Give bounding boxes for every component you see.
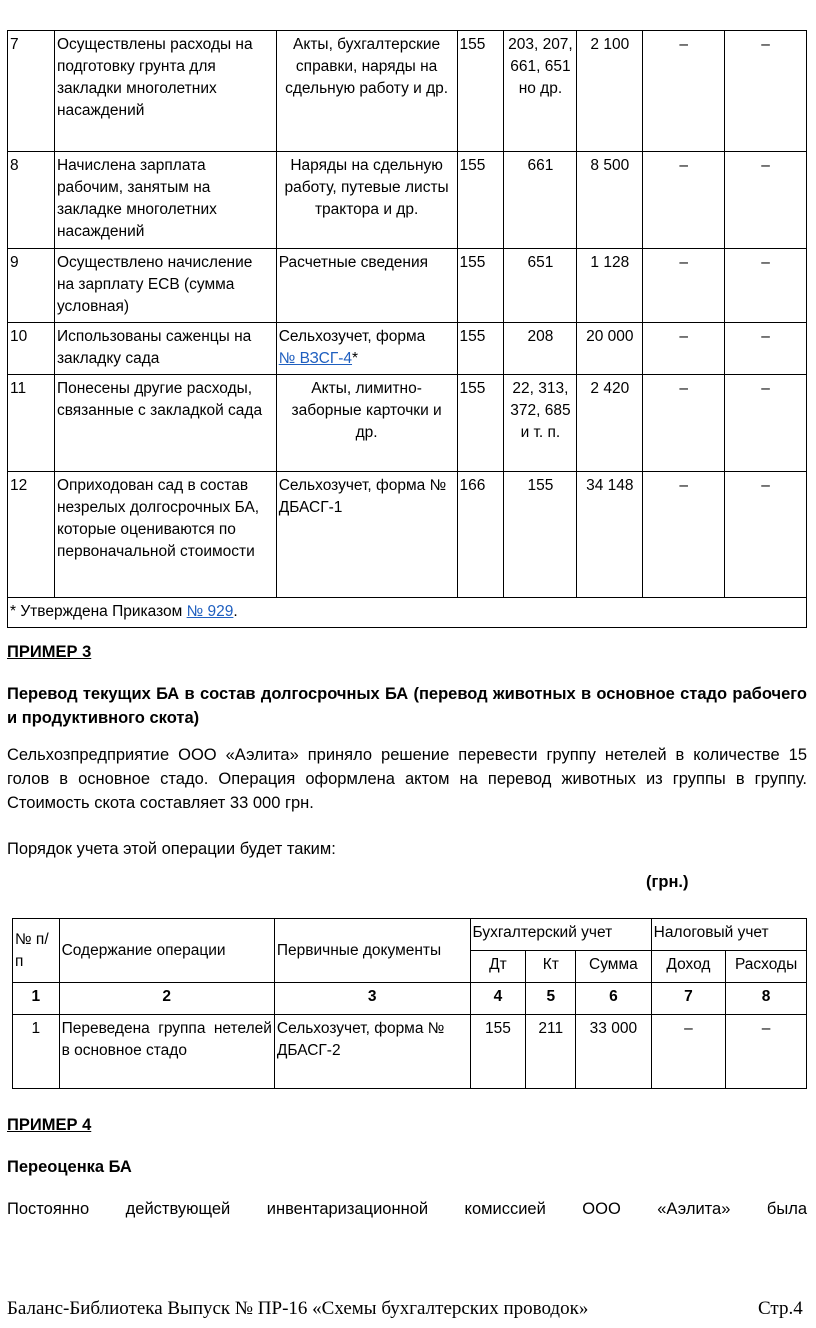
row-income: – (643, 375, 725, 472)
row-kt: 208 (504, 323, 577, 375)
row-sum: 8 500 (577, 152, 643, 249)
row-docs (276, 323, 457, 375)
row-sum: 34 148 (577, 472, 643, 598)
docs-prefix: Сельхозучет, форма (278, 328, 426, 345)
col-number: 1 (13, 983, 60, 1015)
col-number: 2 (59, 983, 274, 1015)
header-kt: Кт (526, 951, 576, 983)
row-content: Переведена группа нетелей в основное стадо (59, 1015, 274, 1089)
header-expense: Расходы (726, 951, 807, 983)
unit-label: (грн.) (646, 873, 689, 891)
row-expense: – (725, 323, 807, 375)
operations-table-1 (7, 30, 807, 628)
row-docs: Акты, бухгалтерские справки, наряды на сдельную работу и др. (276, 31, 457, 152)
row-num: 9 (8, 249, 55, 323)
row-content: Осуществлены расходы на подготовку грунта для закладки многолетних насаждений (54, 31, 276, 152)
example3-subheading: Перевод текущих БА в состав долгосрочных БА (перевод животных в основное стадо рабочего и продуктивного скота) (7, 685, 807, 727)
col-number: 3 (274, 983, 470, 1015)
table-row (8, 472, 807, 598)
header-content: Содержание операции (59, 919, 274, 983)
col-number: 4 (470, 983, 526, 1015)
row-kt: 22, 313, 372, 685 и т. п. (504, 375, 577, 472)
example4-paragraph: Постоянно действующей инвентаризационной комиссией ООО «Аэлита» была (7, 1200, 807, 1218)
row-content: Начислена зарплата рабочим, занятым на закладке многолетних насаждений (54, 152, 276, 249)
row-expense: – (725, 375, 807, 472)
header-dt: Дт (470, 951, 526, 983)
row-income: – (643, 323, 725, 375)
row-dt: 155 (457, 152, 504, 249)
row-content: Понесены другие расходы, связанные с закладкой сада (54, 375, 276, 472)
row-sum: 1 128 (577, 249, 643, 323)
row-expense: – (725, 249, 807, 323)
example4-subheading: Переоценка БА (7, 1158, 132, 1176)
row-docs: Сельхозучет, форма № ДБАСГ-2 (274, 1015, 470, 1089)
row-kt: 651 (504, 249, 577, 323)
footer-text: Баланс-Библиотека Выпуск № ПР-16 «Схемы бухгалтерских проводок» (7, 1298, 589, 1319)
row-expense: – (726, 1015, 807, 1089)
row-num: 1 (13, 1015, 60, 1089)
row-docs: Наряды на сдельную работу, путевые листы трактора и др. (276, 152, 457, 249)
row-sum: 20 000 (577, 323, 643, 375)
footnote-suffix: . (233, 603, 238, 620)
form-link[interactable]: № ВЗСГ-4 (278, 350, 353, 367)
row-dt: 166 (457, 472, 504, 598)
row-num: 7 (8, 31, 55, 152)
row-income: – (643, 472, 725, 598)
row-expense: – (725, 31, 807, 152)
row-income: – (651, 1015, 726, 1089)
header-accounting: Бухгалтерский учет (470, 919, 651, 951)
row-dt: 155 (457, 375, 504, 472)
table-row (8, 323, 807, 375)
header-income: Доход (651, 951, 726, 983)
row-kt: 155 (504, 472, 577, 598)
header-sum: Сумма (576, 951, 652, 983)
row-kt: 203, 207, 661, 651 но др. (504, 31, 577, 152)
footnote-text: * Утверждена Приказом (10, 603, 187, 620)
row-num: 11 (8, 375, 55, 472)
table-row (8, 152, 807, 249)
row-num: 10 (8, 323, 55, 375)
row-sum: 2 100 (577, 31, 643, 152)
col-number: 6 (576, 983, 652, 1015)
example3-paragraph: Сельхозпредприятие ООО «Аэлита» приняло решение перевести группу нетелей в количестве 15 голов в основное стадо. Операция оформлена актом на перевод животных из группы в группу. Стоимость скота составляет 33 000 грн. (7, 746, 807, 812)
docs-suffix: * (352, 350, 359, 367)
example3-heading: ПРИМЕР 3 (7, 643, 92, 661)
row-expense: – (725, 472, 807, 598)
header-docs: Первичные документы (274, 919, 470, 983)
header-num: № п/п (13, 919, 60, 983)
page-number: Стр.4 (758, 1298, 803, 1319)
table-row (8, 375, 807, 472)
table-row (8, 31, 807, 152)
row-income: – (643, 249, 725, 323)
order-text: Порядок учета этой операции будет таким: (7, 840, 336, 858)
row-sum: 33 000 (576, 1015, 652, 1089)
row-docs: Акты, лимитно-заборные карточки и др. (276, 375, 457, 472)
row-dt: 155 (457, 249, 504, 323)
order-link[interactable]: № 929 (186, 603, 234, 620)
table-footnote (8, 598, 807, 628)
row-content: Оприходован сад в состав незрелых долгосрочных БА, которые оцениваются по первоначальной стоимости (54, 472, 276, 598)
row-dt: 155 (457, 31, 504, 152)
row-docs: Расчетные сведения (276, 249, 457, 323)
col-number: 7 (651, 983, 726, 1015)
row-kt: 661 (504, 152, 577, 249)
row-dt: 155 (457, 323, 504, 375)
row-dt: 155 (470, 1015, 526, 1089)
row-num: 8 (8, 152, 55, 249)
col-number: 5 (526, 983, 576, 1015)
row-kt: 211 (526, 1015, 576, 1089)
row-income: – (643, 152, 725, 249)
operations-table-2 (12, 918, 807, 1089)
example4-heading: ПРИМЕР 4 (7, 1116, 92, 1134)
header-tax: Налоговый учет (651, 919, 806, 951)
col-number: 8 (726, 983, 807, 1015)
row-content: Использованы саженцы на закладку сада (54, 323, 276, 375)
row-content: Осуществлено начисление на зарплату ЕСВ (сумма условная) (54, 249, 276, 323)
row-income: – (643, 31, 725, 152)
row-sum: 2 420 (577, 375, 643, 472)
row-num: 12 (8, 472, 55, 598)
row-docs: Сельхозучет, форма № ДБАСГ-1 (276, 472, 457, 598)
row-expense: – (725, 152, 807, 249)
table-row (13, 1015, 807, 1089)
table-row (8, 249, 807, 323)
